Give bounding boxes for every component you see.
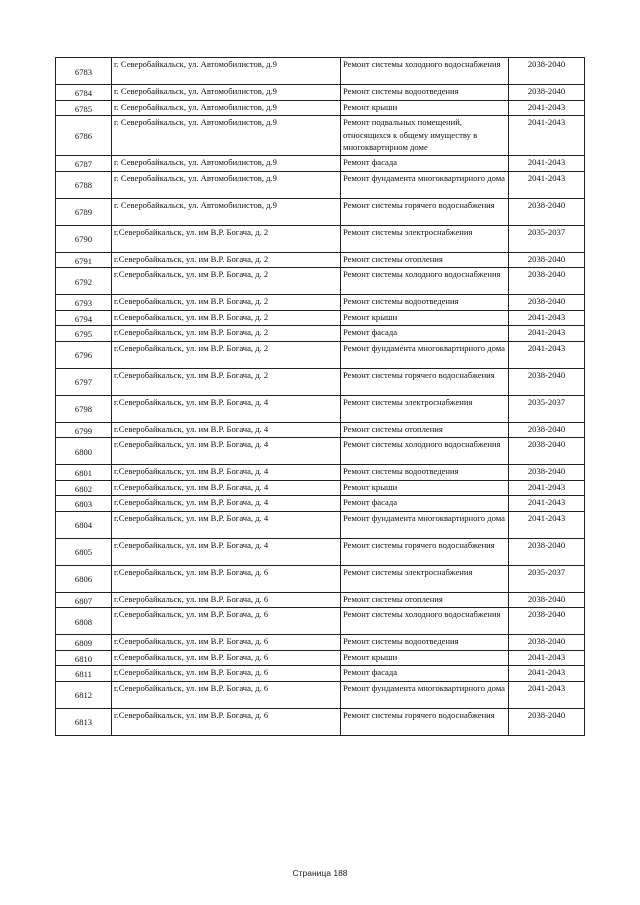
address-cell: г.Северобайкальск, ул. им В.Р. Богача, д. 4 <box>112 395 341 422</box>
address-cell: г.Северобайкальск, ул. им В.Р. Богача, д. 6 <box>112 635 341 651</box>
term-cell: 2041-2043 <box>509 480 585 496</box>
row-number-cell: 6785 <box>56 100 112 116</box>
term-cell: 2041-2043 <box>509 310 585 326</box>
address-cell: г.Северобайкальск, ул. им В.Р. Богача, д. 6 <box>112 666 341 682</box>
address-cell: г.Северобайкальск, ул. им В.Р. Богача, д. 2 <box>112 252 341 268</box>
address-cell: г. Северобайкальск, ул. Автомобилистов, д.9 <box>112 85 341 101</box>
row-number-cell: 6797 <box>56 368 112 395</box>
row-number-cell: 6801 <box>56 465 112 481</box>
address-cell: г. Северобайкальск, ул. Автомобилистов, д.9 <box>112 156 341 172</box>
work-type-cell: Ремонт системы электроснабжения <box>341 565 509 592</box>
term-cell: 2038-2040 <box>509 438 585 465</box>
term-cell: 2041-2043 <box>509 100 585 116</box>
term-cell: 2041-2043 <box>509 341 585 368</box>
table-row <box>56 156 585 172</box>
address-cell: г. Северобайкальск, ул. Автомобилистов, д.9 <box>112 100 341 116</box>
table-row <box>56 268 585 295</box>
repair-schedule-table <box>55 57 585 736</box>
work-type-cell: Ремонт фасада <box>341 156 509 172</box>
table-row <box>56 592 585 608</box>
term-cell: 2041-2043 <box>509 650 585 666</box>
table-row <box>56 341 585 368</box>
row-number-cell: 6790 <box>56 225 112 252</box>
row-number-cell: 6792 <box>56 268 112 295</box>
work-type-cell: Ремонт системы горячего водоснабжения <box>341 708 509 735</box>
term-cell: 2038-2040 <box>509 252 585 268</box>
row-number-cell: 6810 <box>56 650 112 666</box>
table-row <box>56 480 585 496</box>
term-cell: 2038-2040 <box>509 608 585 635</box>
term-cell: 2041-2043 <box>509 511 585 538</box>
work-type-cell: Ремонт системы холодного водоснабжения <box>341 438 509 465</box>
table-row <box>56 295 585 311</box>
row-number-cell: 6806 <box>56 565 112 592</box>
term-cell: 2038-2040 <box>509 538 585 565</box>
address-cell: г. Северобайкальск, ул. Автомобилистов, д.9 <box>112 198 341 225</box>
table-row <box>56 58 585 85</box>
term-cell: 2041-2043 <box>509 681 585 708</box>
term-cell: 2038-2040 <box>509 635 585 651</box>
table-row <box>56 708 585 735</box>
address-cell: г.Северобайкальск, ул. им В.Р. Богача, д. 2 <box>112 341 341 368</box>
work-type-cell: Ремонт системы электроснабжения <box>341 395 509 422</box>
row-number-cell: 6788 <box>56 171 112 198</box>
table-row <box>56 100 585 116</box>
row-number-cell: 6795 <box>56 326 112 342</box>
page-number: Страница 188 <box>292 868 348 878</box>
term-cell: 2038-2040 <box>509 592 585 608</box>
address-cell: г.Северобайкальск, ул. им В.Р. Богача, д. 4 <box>112 480 341 496</box>
term-cell: 2035-2037 <box>509 395 585 422</box>
address-cell: г.Северобайкальск, ул. им В.Р. Богача, д. 4 <box>112 465 341 481</box>
table-row <box>56 681 585 708</box>
work-type-cell: Ремонт системы холодного водоснабжения <box>341 268 509 295</box>
table-row <box>56 225 585 252</box>
address-cell: г.Северобайкальск, ул. им В.Р. Богача, д. 4 <box>112 496 341 512</box>
term-cell: 2038-2040 <box>509 422 585 438</box>
address-cell: г. Северобайкальск, ул. Автомобилистов, д.9 <box>112 171 341 198</box>
row-number-cell: 6811 <box>56 666 112 682</box>
address-cell: г.Северобайкальск, ул. им В.Р. Богача, д. 6 <box>112 565 341 592</box>
table-row <box>56 171 585 198</box>
row-number-cell: 6787 <box>56 156 112 172</box>
work-type-cell: Ремонт системы горячего водоснабжения <box>341 198 509 225</box>
address-cell: г.Северобайкальск, ул. им В.Р. Богача, д. 2 <box>112 326 341 342</box>
work-type-cell: Ремонт фасада <box>341 496 509 512</box>
row-number-cell: 6791 <box>56 252 112 268</box>
row-number-cell: 6786 <box>56 116 112 156</box>
term-cell: 2041-2043 <box>509 116 585 156</box>
row-number-cell: 6798 <box>56 395 112 422</box>
row-number-cell: 6802 <box>56 480 112 496</box>
work-type-cell: Ремонт системы электроснабжения <box>341 225 509 252</box>
row-number-cell: 6807 <box>56 592 112 608</box>
term-cell: 2038-2040 <box>509 295 585 311</box>
term-cell: 2038-2040 <box>509 85 585 101</box>
table-row <box>56 252 585 268</box>
row-number-cell: 6793 <box>56 295 112 311</box>
table-row <box>56 666 585 682</box>
address-cell: г. Северобайкальск, ул. Автомобилистов, д.9 <box>112 116 341 156</box>
work-type-cell: Ремонт системы отопления <box>341 592 509 608</box>
row-number-cell: 6800 <box>56 438 112 465</box>
row-number-cell: 6809 <box>56 635 112 651</box>
work-type-cell: Ремонт системы водоотведения <box>341 295 509 311</box>
address-cell: г.Северобайкальск, ул. им В.Р. Богача, д. 6 <box>112 608 341 635</box>
work-type-cell: Ремонт крыши <box>341 310 509 326</box>
address-cell: г.Северобайкальск, ул. им В.Р. Богача, д. 6 <box>112 650 341 666</box>
term-cell: 2035-2037 <box>509 565 585 592</box>
table-row <box>56 395 585 422</box>
address-cell: г.Северобайкальск, ул. им В.Р. Богача, д. 4 <box>112 422 341 438</box>
term-cell: 2038-2040 <box>509 708 585 735</box>
address-cell: г.Северобайкальск, ул. им В.Р. Богача, д. 2 <box>112 368 341 395</box>
work-type-cell: Ремонт системы водоотведения <box>341 85 509 101</box>
row-number-cell: 6803 <box>56 496 112 512</box>
table-row <box>56 116 585 156</box>
work-type-cell: Ремонт системы холодного водоснабжения <box>341 58 509 85</box>
term-cell: 2041-2043 <box>509 156 585 172</box>
term-cell: 2041-2043 <box>509 666 585 682</box>
work-type-cell: Ремонт фундамента многоквартирного дома <box>341 511 509 538</box>
work-type-cell: Ремонт системы горячего водоснабжения <box>341 368 509 395</box>
work-type-cell: Ремонт крыши <box>341 100 509 116</box>
work-type-cell: Ремонт фундамента многоквартирного дома <box>341 341 509 368</box>
term-cell: 2038-2040 <box>509 58 585 85</box>
row-number-cell: 6794 <box>56 310 112 326</box>
work-type-cell: Ремонт фасада <box>341 326 509 342</box>
address-cell: г.Северобайкальск, ул. им В.Р. Богача, д. 2 <box>112 225 341 252</box>
row-number-cell: 6783 <box>56 58 112 85</box>
term-cell: 2038-2040 <box>509 368 585 395</box>
row-number-cell: 6812 <box>56 681 112 708</box>
address-cell: г.Северобайкальск, ул. им В.Р. Богача, д. 4 <box>112 538 341 565</box>
address-cell: г. Северобайкальск, ул. Автомобилистов, д.9 <box>112 58 341 85</box>
table-row <box>56 496 585 512</box>
work-type-cell: Ремонт системы водоотведения <box>341 465 509 481</box>
table-row <box>56 635 585 651</box>
address-cell: г.Северобайкальск, ул. им В.Р. Богача, д. 2 <box>112 310 341 326</box>
row-number-cell: 6804 <box>56 511 112 538</box>
term-cell: 2041-2043 <box>509 496 585 512</box>
address-cell: г.Северобайкальск, ул. им В.Р. Богача, д. 6 <box>112 592 341 608</box>
table-row <box>56 438 585 465</box>
row-number-cell: 6789 <box>56 198 112 225</box>
table-row <box>56 422 585 438</box>
term-cell: 2035-2037 <box>509 225 585 252</box>
table-row <box>56 368 585 395</box>
table-row <box>56 465 585 481</box>
table-body <box>56 58 585 736</box>
row-number-cell: 6805 <box>56 538 112 565</box>
address-cell: г.Северобайкальск, ул. им В.Р. Богача, д. 6 <box>112 708 341 735</box>
row-number-cell: 6796 <box>56 341 112 368</box>
address-cell: г.Северобайкальск, ул. им В.Р. Богача, д. 6 <box>112 681 341 708</box>
work-type-cell: Ремонт фасада <box>341 666 509 682</box>
term-cell: 2038-2040 <box>509 465 585 481</box>
work-type-cell: Ремонт фундамента многоквартирного дома <box>341 171 509 198</box>
row-number-cell: 6808 <box>56 608 112 635</box>
work-type-cell: Ремонт фундамента многоквартирного дома <box>341 681 509 708</box>
term-cell: 2041-2043 <box>509 326 585 342</box>
table-row <box>56 310 585 326</box>
address-cell: г.Северобайкальск, ул. им В.Р. Богача, д. 4 <box>112 438 341 465</box>
work-type-cell: Ремонт системы отопления <box>341 422 509 438</box>
table-row <box>56 650 585 666</box>
work-type-cell: Ремонт подвальных помещений, относящихся к общему имуществу в многоквартирном доме <box>341 116 509 156</box>
term-cell: 2038-2040 <box>509 198 585 225</box>
work-type-cell: Ремонт системы водоотведения <box>341 635 509 651</box>
work-type-cell: Ремонт системы холодного водоснабжения <box>341 608 509 635</box>
work-type-cell: Ремонт системы отопления <box>341 252 509 268</box>
term-cell: 2038-2040 <box>509 268 585 295</box>
term-cell: 2041-2043 <box>509 171 585 198</box>
work-type-cell: Ремонт крыши <box>341 480 509 496</box>
work-type-cell: Ремонт системы горячего водоснабжения <box>341 538 509 565</box>
table-row <box>56 608 585 635</box>
table-row <box>56 198 585 225</box>
table-row <box>56 85 585 101</box>
table-row <box>56 538 585 565</box>
row-number-cell: 6784 <box>56 85 112 101</box>
row-number-cell: 6813 <box>56 708 112 735</box>
table-row <box>56 326 585 342</box>
table-row <box>56 511 585 538</box>
address-cell: г.Северобайкальск, ул. им В.Р. Богача, д. 2 <box>112 295 341 311</box>
address-cell: г.Северобайкальск, ул. им В.Р. Богача, д. 4 <box>112 511 341 538</box>
table-row <box>56 565 585 592</box>
work-type-cell: Ремонт крыши <box>341 650 509 666</box>
row-number-cell: 6799 <box>56 422 112 438</box>
address-cell: г.Северобайкальск, ул. им В.Р. Богача, д. 2 <box>112 268 341 295</box>
